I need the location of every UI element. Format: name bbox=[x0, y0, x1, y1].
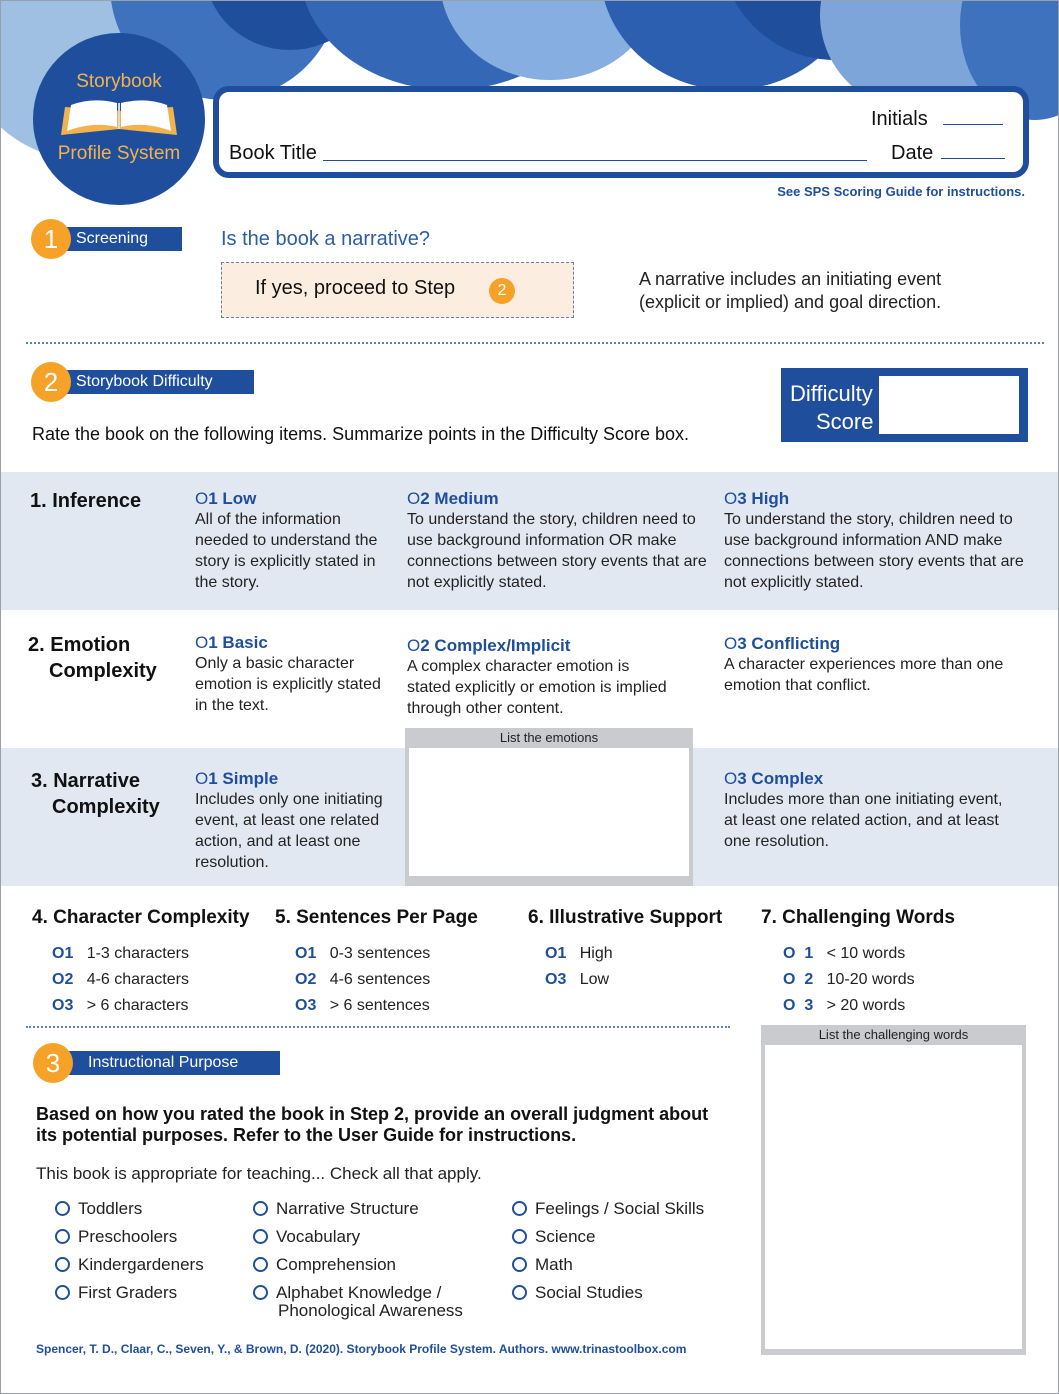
inference-option-1-text: All of the information needed to understand the story is explicitly stated in the story. bbox=[195, 511, 378, 591]
inference-option-2-text: To understand the story, children need to use background information OR make connections between story events that are not explicitly stated. bbox=[407, 511, 707, 591]
inference-option-1[interactable]: O1 Low All of the information needed to understand the story is explicitly stated in the story. bbox=[195, 489, 378, 591]
checkbox-circle-icon[interactable] bbox=[253, 1257, 268, 1272]
difficulty-score-input[interactable] bbox=[879, 376, 1019, 434]
sentences-option-1[interactable]: O1 0-3 sentences bbox=[295, 945, 431, 962]
narrative-question: Is the book a narrative? bbox=[221, 228, 431, 250]
checkbox-circle-icon[interactable] bbox=[253, 1229, 268, 1244]
character-option-1[interactable]: O1 1-3 characters bbox=[52, 945, 189, 962]
step3-number: 3 bbox=[33, 1043, 73, 1083]
inference-option-3-head: 3 High bbox=[737, 489, 790, 508]
emotion-option-1-text: Only a basic character emotion is explicitly stated in the text. bbox=[195, 655, 381, 714]
check-feelings-social-skills[interactable]: Feelings / Social Skills bbox=[512, 1199, 704, 1219]
narrative-option-1-text: Includes only one initiating event, at least one related action, and at least one resolution. bbox=[195, 791, 383, 871]
emotions-list-label: List the emotions bbox=[499, 730, 599, 745]
narrative-note-line1: A narrative includes an initiating event bbox=[639, 269, 942, 289]
book-title-line[interactable] bbox=[323, 160, 867, 161]
check-comprehension[interactable]: Comprehension bbox=[253, 1255, 396, 1275]
challenging-words-options bbox=[783, 941, 915, 1019]
check-math[interactable]: Math bbox=[512, 1255, 573, 1275]
emotion-option-3[interactable]: O3 Conflicting A character experiences more than one emotion that conflict. bbox=[724, 634, 1004, 694]
scoring-guide-note: See SPS Scoring Guide for instructions. bbox=[777, 184, 1025, 199]
sentences-option-3[interactable]: O3 > 6 sentences bbox=[295, 997, 430, 1014]
sentences-per-page-title: 5. Sentences Per Page bbox=[275, 907, 478, 928]
emotion-option-1[interactable]: O1 Basic Only a basic character emotion is explicitly stated in the text. bbox=[195, 633, 381, 714]
open-book-icon bbox=[55, 95, 183, 143]
section-divider-2 bbox=[26, 1026, 730, 1028]
emotion-option-1-head: 1 Basic bbox=[208, 633, 268, 652]
check-narrative-structure[interactable]: Narrative Structure bbox=[253, 1199, 419, 1219]
emotion-label bbox=[28, 632, 157, 684]
emotions-list-input[interactable] bbox=[409, 748, 689, 876]
phonological-awareness-label: Phonological Awareness bbox=[278, 1301, 463, 1320]
date-label: Date bbox=[891, 142, 934, 164]
emotion-option-3-head: 3 Conflicting bbox=[737, 634, 841, 653]
narrative-label-line2: Complexity bbox=[52, 796, 160, 818]
inference-option-2-head: 2 Medium bbox=[420, 489, 499, 508]
inference-option-3-text: To understand the story, children need to use background information AND make connections between story events that are not explicitly stated. bbox=[724, 511, 1024, 591]
emotion-option-3-text: A character experiences more than one emotion that conflict. bbox=[724, 656, 1004, 694]
character-complexity-options bbox=[52, 941, 189, 1019]
proceed-text: If yes, proceed to Step bbox=[255, 277, 456, 299]
initials-line[interactable] bbox=[943, 124, 1003, 125]
character-complexity-title: 4. Character Complexity bbox=[32, 907, 250, 928]
judgment-line1: Based on how you rated the book in Step 2, provide an overall judgment about bbox=[36, 1104, 709, 1124]
narrative-option-3-text: Includes more than one initiating event, at least one related action, and at least one resolution. bbox=[724, 791, 1003, 850]
character-option-2[interactable]: O2 4-6 characters bbox=[52, 971, 189, 988]
emotions-list-box bbox=[405, 728, 693, 886]
book-title-label: Book Title bbox=[229, 142, 317, 164]
proceed-step-number: 2 bbox=[489, 278, 515, 304]
inference-option-3[interactable]: O3 High To understand the story, children need to use background information AND make connections between story events that are not explicitly stated. bbox=[724, 489, 1024, 591]
inference-option-1-head: 1 Low bbox=[208, 489, 257, 508]
initials-label: Initials bbox=[871, 108, 928, 130]
check-alphabet-knowledge[interactable]: Alphabet Knowledge / bbox=[253, 1283, 441, 1303]
emotion-label-line2: Complexity bbox=[49, 660, 157, 682]
challenging-words-title: 7. Challenging Words bbox=[761, 907, 955, 928]
challenging-words-list-label: List the challenging words bbox=[818, 1027, 969, 1042]
sentences-per-page-options bbox=[295, 941, 430, 1019]
storybook-logo bbox=[33, 33, 205, 205]
checkbox-circle-icon[interactable] bbox=[512, 1285, 527, 1300]
step2-instruction: Rate the book on the following items. Summarize points in the Difficulty Score box. bbox=[32, 424, 689, 444]
illustrative-option-3[interactable]: O3 Low bbox=[545, 971, 610, 988]
illustrative-support-options bbox=[545, 941, 613, 993]
narrative-note bbox=[639, 268, 941, 314]
checkbox-circle-icon[interactable] bbox=[55, 1229, 70, 1244]
emotion-option-2-text: A complex character emotion is stated explicitly or emotion is implied through other content. bbox=[407, 658, 667, 717]
step1-number: 1 bbox=[31, 219, 71, 259]
narrative-label-line1: 3. Narrative bbox=[31, 770, 140, 792]
checkbox-circle-icon[interactable] bbox=[512, 1229, 527, 1244]
check-social-studies[interactable]: Social Studies bbox=[512, 1283, 643, 1303]
checkbox-circle-icon[interactable] bbox=[512, 1201, 527, 1216]
check-preschoolers[interactable]: Preschoolers bbox=[55, 1227, 177, 1247]
narrative-option-1-head: 1 Simple bbox=[208, 769, 279, 788]
check-vocabulary[interactable]: Vocabulary bbox=[253, 1227, 360, 1247]
checkbox-circle-icon[interactable] bbox=[253, 1201, 268, 1216]
narrative-option-3[interactable]: O3 Complex Includes more than one initiating event, at least one related action, and at least one resolution. bbox=[724, 769, 1003, 850]
sentences-option-2[interactable]: O2 4-6 sentences bbox=[295, 971, 431, 988]
inference-option-2[interactable]: O2 Medium To understand the story, children need to use background information OR make connections between story events that are not explicitly stated. bbox=[407, 489, 707, 591]
illustrative-option-1[interactable]: O1 High bbox=[545, 945, 613, 962]
check-toddlers[interactable]: Toddlers bbox=[55, 1199, 142, 1219]
check-kindergardeners[interactable]: Kindergardeners bbox=[55, 1255, 204, 1275]
difficulty-score-box bbox=[781, 368, 1028, 442]
narrative-option-3-head: 3 Complex bbox=[737, 769, 824, 788]
checkbox-circle-icon[interactable] bbox=[55, 1285, 70, 1300]
emotion-option-2-head: 2 Complex/Implicit bbox=[420, 636, 571, 655]
inference-label: 1. Inference bbox=[30, 490, 142, 512]
logo-text-bottom: Profile System bbox=[57, 143, 181, 164]
difficulty-score-label bbox=[790, 380, 873, 436]
narrative-note-line2: (explicit or implied) and goal direction. bbox=[639, 292, 942, 312]
emotion-label-line1: 2. Emotion bbox=[28, 634, 131, 656]
step2-tag: Storybook Difficulty bbox=[62, 370, 254, 394]
book-info-box bbox=[213, 86, 1029, 178]
difficulty-score-label-line1: Difficulty bbox=[790, 381, 873, 406]
words-option-3[interactable]: O 3 > 20 words bbox=[783, 997, 906, 1014]
checkbox-circle-icon[interactable] bbox=[253, 1285, 268, 1300]
character-option-3[interactable]: O3 > 6 characters bbox=[52, 997, 189, 1014]
date-line[interactable] bbox=[941, 158, 1005, 159]
citation: Spencer, T. D., Claar, C., Seven, Y., & Brown, D. (2020). Storybook Profile System. Authors. www.trinastoolbox.com bbox=[36, 1342, 687, 1356]
appropriate-for-teaching: This book is appropriate for teaching... Check all that apply. bbox=[36, 1164, 482, 1183]
challenging-words-list-input[interactable] bbox=[765, 1045, 1022, 1349]
proceed-box bbox=[221, 262, 574, 318]
judgment-instruction bbox=[36, 1104, 708, 1146]
words-option-2[interactable]: O 2 10-20 words bbox=[783, 971, 915, 988]
checkbox-circle-icon[interactable] bbox=[512, 1257, 527, 1272]
step1-tag: Screening bbox=[62, 227, 182, 251]
narrative-option-1[interactable]: O1 Simple Includes only one initiating event, at least one related action, and at least one resolution. bbox=[195, 769, 383, 871]
check-first-graders[interactable]: First Graders bbox=[55, 1283, 177, 1303]
step2-number: 2 bbox=[31, 362, 71, 402]
emotion-option-2[interactable]: O2 Complex/Implicit A complex character emotion is stated explicitly or emotion is implied through other content. bbox=[407, 636, 667, 717]
words-option-1[interactable]: O 1 < 10 words bbox=[783, 945, 906, 962]
judgment-line2: its potential purposes. Refer to the User Guide for instructions. bbox=[36, 1125, 577, 1145]
narrative-label bbox=[31, 768, 160, 820]
step3-tag: Instructional Purpose bbox=[66, 1051, 280, 1075]
checkbox-circle-icon[interactable] bbox=[55, 1257, 70, 1272]
check-science[interactable]: Science bbox=[512, 1227, 595, 1247]
logo-text-top: Storybook bbox=[76, 71, 162, 92]
difficulty-score-label-line2: Score bbox=[816, 409, 874, 434]
section-divider-1 bbox=[26, 342, 1044, 344]
checkbox-circle-icon[interactable] bbox=[55, 1201, 70, 1216]
illustrative-support-title: 6. Illustrative Support bbox=[528, 907, 723, 928]
challenging-words-list-box bbox=[761, 1025, 1026, 1355]
